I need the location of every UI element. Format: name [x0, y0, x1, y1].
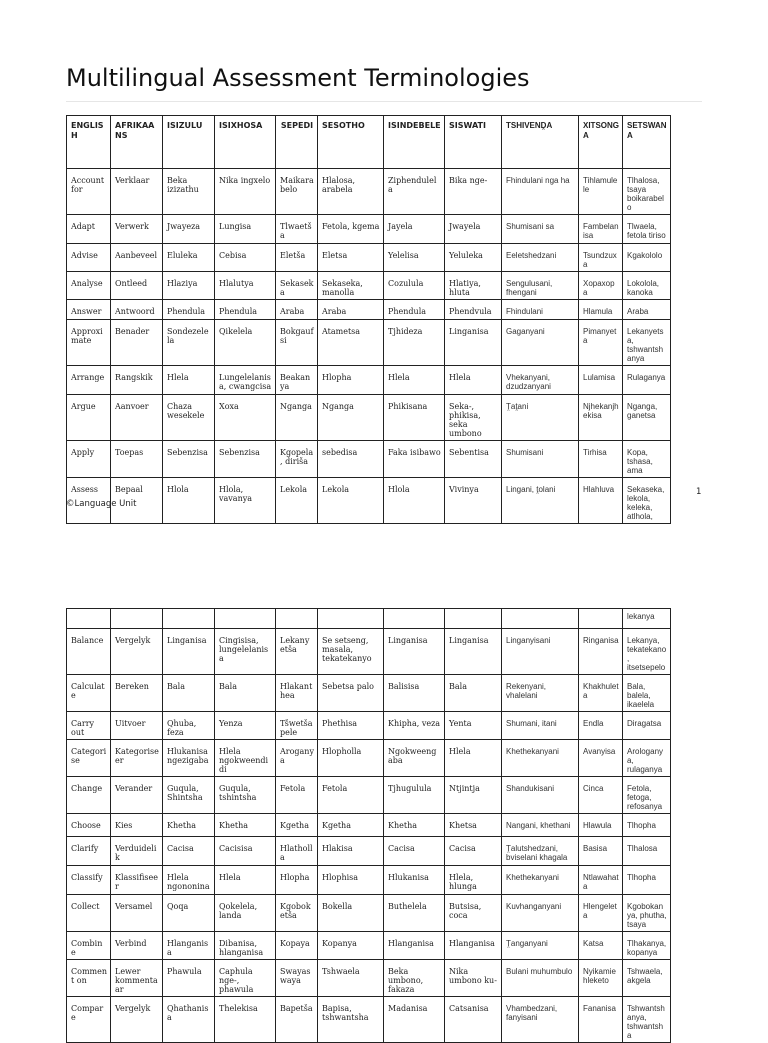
translation-cell: Tihlamulele	[579, 169, 623, 215]
translation-cell: Lekola	[318, 478, 384, 524]
term-cell: Approximate	[67, 320, 111, 366]
translation-cell: Kategoriseer	[111, 740, 163, 777]
translation-cell: Fetola	[276, 777, 318, 814]
translation-cell: Verwerk	[111, 215, 163, 244]
translation-cell: Hlakanthea	[276, 675, 318, 712]
translation-cell: Shandukisani	[502, 777, 579, 814]
translation-cell: Hlopholla	[318, 740, 384, 777]
translation-cell: Cacisa	[163, 837, 215, 866]
translation-cell: Tjhugulula	[384, 777, 445, 814]
translation-cell: Nganga	[318, 395, 384, 441]
translation-cell: Shumisani	[502, 441, 579, 478]
translation-cell: Nika umbono ku-	[445, 960, 502, 997]
translation-cell: Hlatiya, hluta	[445, 272, 502, 300]
table-body-page-2	[67, 609, 671, 1043]
translation-cell: Khetha	[163, 814, 215, 837]
translation-cell: Benader	[111, 320, 163, 366]
translation-cell: Arologanya, rulaganya	[623, 740, 671, 777]
table-row	[67, 837, 671, 866]
table-row	[67, 441, 671, 478]
translation-cell: Ntlawahata	[579, 866, 623, 895]
title-divider	[66, 101, 702, 102]
translation-cell: Balisisa	[384, 675, 445, 712]
term-cell: Carry out	[67, 712, 111, 740]
table-row	[67, 777, 671, 814]
translation-cell: Madanisa	[384, 997, 445, 1043]
translation-cell: Vhekanyani, dzudzanyani	[502, 366, 579, 395]
translation-cell: Qhuba, feza	[163, 712, 215, 740]
column-header: SISWATI	[445, 116, 502, 169]
translation-cell: Nganga, ganetsa	[623, 395, 671, 441]
translation-cell: Cacisa	[445, 837, 502, 866]
translation-cell: Qokelela, landa	[215, 895, 276, 932]
column-header: XITSONGA	[579, 116, 623, 169]
translation-cell: Sekaseka, lekola, keleka, atlhola,	[623, 478, 671, 524]
translation-cell: Araba	[276, 300, 318, 320]
translation-cell: Verklaar	[111, 169, 163, 215]
translation-cell: Dibanisa, hlanganisa	[215, 932, 276, 960]
translation-cell: Tlhakanya, kopanya	[623, 932, 671, 960]
translation-cell: Thelekisa	[215, 997, 276, 1043]
translation-cell: Phendvula	[445, 300, 502, 320]
translation-cell: Ṱaṱani	[502, 395, 579, 441]
translation-cell: Ringanisa	[579, 629, 623, 675]
translation-cell: Tshwaela	[318, 960, 384, 997]
translation-cell: Swayaswaya	[276, 960, 318, 997]
translation-cell: Fetola	[318, 777, 384, 814]
translation-cell: Lekanya, tekatekano, itsetsepelo	[623, 629, 671, 675]
translation-cell: Seka-, phikisa, seka umbono	[445, 395, 502, 441]
translation-cell: Toepas	[111, 441, 163, 478]
translation-cell: Hlela	[445, 740, 502, 777]
translation-cell: Buthelela	[384, 895, 445, 932]
term-cell: Classify	[67, 866, 111, 895]
translation-cell: Maikarabelo	[276, 169, 318, 215]
translation-cell: Guqula, Shintsha	[163, 777, 215, 814]
translation-cell: Lewer kommentaar	[111, 960, 163, 997]
translation-cell: Yelelisa	[384, 244, 445, 272]
translation-cell: Sebetsa palo	[318, 675, 384, 712]
translation-cell: Jayela	[384, 215, 445, 244]
translation-cell: Antwoord	[111, 300, 163, 320]
translation-cell: Vhambedzani, fanyisani	[502, 997, 579, 1043]
translation-cell: Hlaziya	[163, 272, 215, 300]
translation-cell: sebedisa	[318, 441, 384, 478]
translation-cell: Hlopha	[318, 366, 384, 395]
translation-cell: Nika ingxelo	[215, 169, 276, 215]
translation-cell: Sengulusani, fhengani	[502, 272, 579, 300]
translation-cell: Jwayela	[445, 215, 502, 244]
table-row	[67, 997, 671, 1043]
table-row	[67, 895, 671, 932]
translation-cell: Yeluleka	[445, 244, 502, 272]
translation-cell: Cozulula	[384, 272, 445, 300]
translation-cell: Hlola	[163, 478, 215, 524]
translation-cell: Lulamisa	[579, 366, 623, 395]
column-header: ENGLISH	[67, 116, 111, 169]
translation-cell: Hlela ngokweendidi	[215, 740, 276, 777]
translation-cell: Khethekanyani	[502, 866, 579, 895]
translation-cell: Katsa	[579, 932, 623, 960]
translation-cell: Hlatholla	[276, 837, 318, 866]
translation-cell: Chaza wesekele	[163, 395, 215, 441]
translation-cell: Bokgaufsi	[276, 320, 318, 366]
term-cell: Comment on	[67, 960, 111, 997]
table-row	[67, 814, 671, 837]
translation-cell: Kopa, tshasa, ama	[623, 441, 671, 478]
translation-cell: Kgetha	[318, 814, 384, 837]
translation-cell: Guqula, tshintsha	[215, 777, 276, 814]
translation-cell: Qikelela	[215, 320, 276, 366]
translation-cell: Beka izizathu	[163, 169, 215, 215]
translation-cell: Phethisa	[318, 712, 384, 740]
translation-cell: Hlanganisa	[163, 932, 215, 960]
translation-cell: Hlanganisa	[445, 932, 502, 960]
translation-cell: Lungisa	[215, 215, 276, 244]
translation-cell: Ntjintja	[445, 777, 502, 814]
column-header: SESOTHO	[318, 116, 384, 169]
translation-cell: Khipha, veza	[384, 712, 445, 740]
term-cell: Clarify	[67, 837, 111, 866]
footer-credit: ©Language Unit	[66, 499, 137, 509]
term-cell: Argue	[67, 395, 111, 441]
column-header: ISINDEBELE	[384, 116, 445, 169]
translation-cell: Fetola, fetoga, refosanya	[623, 777, 671, 814]
translation-cell: Tirhisa	[579, 441, 623, 478]
translation-cell: Catsanisa	[445, 997, 502, 1043]
translation-cell: Rekenyani, vhalelani	[502, 675, 579, 712]
table-row	[67, 712, 671, 740]
translation-cell: Cingisisa, lungelelanisa	[215, 629, 276, 675]
term-cell: Assess	[67, 478, 111, 524]
translation-cell: Kuvhanganyani	[502, 895, 579, 932]
translation-cell: Hlanganisa	[384, 932, 445, 960]
column-header: SETSWANA	[623, 116, 671, 169]
translation-cell: Avanyisa	[579, 740, 623, 777]
term-cell: Compare	[67, 997, 111, 1043]
translation-cell: Xoxa	[215, 395, 276, 441]
page-title: Multilingual Assessment Terminologies	[66, 64, 530, 92]
translation-cell: Bala	[163, 675, 215, 712]
translation-cell: Phendula	[215, 300, 276, 320]
translation-cell: Hlela ngononina	[163, 866, 215, 895]
translation-cell: Linganisa	[445, 320, 502, 366]
translation-cell: Bala	[445, 675, 502, 712]
translation-cell: Khetha	[384, 814, 445, 837]
translation-cell: Hlukanisa	[384, 866, 445, 895]
table-row	[67, 215, 671, 244]
term-cell: Analyse	[67, 272, 111, 300]
table-row	[67, 300, 671, 320]
translation-cell: Fambelanisa	[579, 215, 623, 244]
term-cell: Combine	[67, 932, 111, 960]
translation-cell: Bereken	[111, 675, 163, 712]
translation-cell: Yenta	[445, 712, 502, 740]
translation-cell: Hlela	[445, 366, 502, 395]
translation-cell: Rangskik	[111, 366, 163, 395]
translation-cell: Fananisa	[579, 997, 623, 1043]
continuation-row	[67, 609, 671, 629]
translation-cell: Linganyisani	[502, 629, 579, 675]
translation-cell: Hlalosa, arabela	[318, 169, 384, 215]
translation-cell: Yenza	[215, 712, 276, 740]
translation-cell: Versamel	[111, 895, 163, 932]
translation-cell: Khetsa	[445, 814, 502, 837]
term-cell: Change	[67, 777, 111, 814]
translation-cell: Fetola, kgema	[318, 215, 384, 244]
column-header: ISIZULU	[163, 116, 215, 169]
term-cell: Collect	[67, 895, 111, 932]
translation-cell: Qhathanisa	[163, 997, 215, 1043]
translation-cell: Kgoboketša	[276, 895, 318, 932]
translation-cell: Araba	[318, 300, 384, 320]
translation-cell: Diragatsa	[623, 712, 671, 740]
translation-cell: Khethekanyani	[502, 740, 579, 777]
translation-cell: Linganisa	[384, 629, 445, 675]
translation-cell: Shumisani sa	[502, 215, 579, 244]
translation-cell: Atametsa	[318, 320, 384, 366]
table-row	[67, 629, 671, 675]
translation-cell: Nyikamiehleketo	[579, 960, 623, 997]
translation-cell: Hlopha	[276, 866, 318, 895]
translation-cell: Verbind	[111, 932, 163, 960]
translation-cell: Faka isibawo	[384, 441, 445, 478]
translation-cell: Nangani, khethani	[502, 814, 579, 837]
translation-cell: Bulani muhumbulo	[502, 960, 579, 997]
translation-cell: Hlengeleta	[579, 895, 623, 932]
translation-cell: Sebenzisa	[215, 441, 276, 478]
translation-cell: Ṱanganyani	[502, 932, 579, 960]
translation-cell: Aroganya	[276, 740, 318, 777]
translation-cell: Ngokweengaba	[384, 740, 445, 777]
translation-cell: Bepaal	[111, 478, 163, 524]
translation-cell: Tlhopha	[623, 866, 671, 895]
translation-cell: Lekola	[276, 478, 318, 524]
translation-cell: Sebenzisa	[163, 441, 215, 478]
translation-cell: Qoqa	[163, 895, 215, 932]
translation-cell: Aanbeveel	[111, 244, 163, 272]
translation-cell: Tšwetša pele	[276, 712, 318, 740]
translation-cell: Se setseng, masala, tekatekanyo	[318, 629, 384, 675]
term-cell: Apply	[67, 441, 111, 478]
translation-cell: Lekanyetsa, tshwantshanya	[623, 320, 671, 366]
translation-cell: Hlukanisa ngezigaba	[163, 740, 215, 777]
translation-cell: Hlawula	[579, 814, 623, 837]
translation-cell: Vergelyk	[111, 997, 163, 1043]
translation-cell: Kgakololo	[623, 244, 671, 272]
translation-cell: Klassifiseer	[111, 866, 163, 895]
translation-cell: Kgobokanya, phutha, tsaya	[623, 895, 671, 932]
term-cell: Choose	[67, 814, 111, 837]
translation-cell: Hlela, hlunga	[445, 866, 502, 895]
translation-cell: Hlakisa	[318, 837, 384, 866]
table-row	[67, 244, 671, 272]
translation-cell: Sekaseka	[276, 272, 318, 300]
column-header: ISIXHOSA	[215, 116, 276, 169]
terminology-table-page-2	[66, 608, 671, 1043]
translation-cell: Bala, balela, ikaelela	[623, 675, 671, 712]
translation-cell: Tlhalosa, tsaya boikarabelo	[623, 169, 671, 215]
translation-cell: Kopanya	[318, 932, 384, 960]
translation-cell: Tjhideza	[384, 320, 445, 366]
translation-cell: Tshwantshanya, tshwantsha	[623, 997, 671, 1043]
translation-cell: Kgopela, diriša	[276, 441, 318, 478]
translation-cell: Basisa	[579, 837, 623, 866]
translation-cell: Uitvoer	[111, 712, 163, 740]
column-header: TSHIVENḒA	[502, 116, 579, 169]
translation-cell: Hlophisa	[318, 866, 384, 895]
table-row	[67, 320, 671, 366]
table-cell: lekanya	[623, 609, 671, 629]
translation-cell: Rulaganya	[623, 366, 671, 395]
translation-cell: Eletsa	[318, 244, 384, 272]
translation-cell: Fhindulani nga ha	[502, 169, 579, 215]
translation-cell: Ziphendulela	[384, 169, 445, 215]
table-row	[67, 366, 671, 395]
translation-cell: Vergelyk	[111, 629, 163, 675]
translation-cell: Sebentisa	[445, 441, 502, 478]
term-cell: Adapt	[67, 215, 111, 244]
table-row	[67, 169, 671, 215]
translation-cell: Pimanyeta	[579, 320, 623, 366]
column-header: SEPEDI	[276, 116, 318, 169]
translation-cell: Gaganyani	[502, 320, 579, 366]
term-cell: Categorise	[67, 740, 111, 777]
translation-cell: Eeletshedzani	[502, 244, 579, 272]
translation-cell: Eletša	[276, 244, 318, 272]
translation-cell: Hlela	[215, 866, 276, 895]
translation-cell: Hlela	[163, 366, 215, 395]
translation-cell: Sondezelela	[163, 320, 215, 366]
translation-cell: Shumani, itani	[502, 712, 579, 740]
translation-cell: Hlola	[384, 478, 445, 524]
translation-cell: Beakanya	[276, 366, 318, 395]
translation-cell: Aanvoer	[111, 395, 163, 441]
translation-cell: Tlwaela, fetola tiriso	[623, 215, 671, 244]
translation-cell: Hlamula	[579, 300, 623, 320]
term-cell: Balance	[67, 629, 111, 675]
translation-cell: Cacisa	[384, 837, 445, 866]
translation-cell: Bala	[215, 675, 276, 712]
table-row	[67, 740, 671, 777]
term-cell: Account for	[67, 169, 111, 215]
translation-cell: Nganga	[276, 395, 318, 441]
translation-cell: Linganisa	[445, 629, 502, 675]
term-cell: Answer	[67, 300, 111, 320]
translation-cell: Kies	[111, 814, 163, 837]
translation-cell: Lokolola, kanoka	[623, 272, 671, 300]
translation-cell: Araba	[623, 300, 671, 320]
translation-cell: Phikisana	[384, 395, 445, 441]
translation-cell: Hlela	[384, 366, 445, 395]
translation-cell: Caphula nge-, phawula	[215, 960, 276, 997]
translation-cell: Phendula	[384, 300, 445, 320]
translation-cell: Tlhalosa	[623, 837, 671, 866]
column-header: AFRIKAANS	[111, 116, 163, 169]
term-cell: Calculate	[67, 675, 111, 712]
translation-cell: Khakhuleta	[579, 675, 623, 712]
translation-cell: Beka umbono, fakaza	[384, 960, 445, 997]
translation-cell: Jwayeza	[163, 215, 215, 244]
translation-cell: Lingani, ṱolani	[502, 478, 579, 524]
translation-cell: Verander	[111, 777, 163, 814]
table-row	[67, 395, 671, 441]
translation-cell: Bika nge-	[445, 169, 502, 215]
terminology-table-page-1	[66, 115, 671, 524]
table-row	[67, 960, 671, 997]
translation-cell: Ṱalutshedzani, bviselani khagala	[502, 837, 579, 866]
translation-cell: Vivinya	[445, 478, 502, 524]
table-row	[67, 478, 671, 524]
table-row	[67, 272, 671, 300]
translation-cell: Cebisa	[215, 244, 276, 272]
translation-cell: Bokella	[318, 895, 384, 932]
translation-cell: Bapisa, tshwantsha	[318, 997, 384, 1043]
translation-cell: Cinca	[579, 777, 623, 814]
table-row	[67, 932, 671, 960]
translation-cell: Hlalutya	[215, 272, 276, 300]
translation-cell: Ontleed	[111, 272, 163, 300]
translation-cell: Endla	[579, 712, 623, 740]
translation-cell: Hlahluva	[579, 478, 623, 524]
translation-cell: Bapetša	[276, 997, 318, 1043]
translation-cell: Njhekanjhekisa	[579, 395, 623, 441]
translation-cell: Sekaseka, manolla	[318, 272, 384, 300]
translation-cell: Phawula	[163, 960, 215, 997]
header-row	[67, 116, 671, 169]
translation-cell: Hlola, vavanya	[215, 478, 276, 524]
translation-cell: Tsundzuxa	[579, 244, 623, 272]
table-body-page-1	[67, 169, 671, 524]
translation-cell: Tlhopha	[623, 814, 671, 837]
term-cell: Advise	[67, 244, 111, 272]
translation-cell: Cacisisa	[215, 837, 276, 866]
translation-cell: Phendula	[163, 300, 215, 320]
translation-cell: Lungelelanisa, cwangcisa	[215, 366, 276, 395]
translation-cell: Kopaya	[276, 932, 318, 960]
translation-cell: Xopaxopa	[579, 272, 623, 300]
table-row	[67, 866, 671, 895]
translation-cell: Tlwaetša	[276, 215, 318, 244]
translation-cell: Linganisa	[163, 629, 215, 675]
translation-cell: Eluleka	[163, 244, 215, 272]
translation-cell: Khetha	[215, 814, 276, 837]
term-cell: Arrange	[67, 366, 111, 395]
translation-cell: Tshwaela, akgela	[623, 960, 671, 997]
translation-cell: Butsisa, coca	[445, 895, 502, 932]
translation-cell: Fhindulani	[502, 300, 579, 320]
translation-cell: Verduidelik	[111, 837, 163, 866]
translation-cell: Lekanyetša	[276, 629, 318, 675]
page-number: 1	[696, 487, 702, 497]
translation-cell: Kgetha	[276, 814, 318, 837]
table-row	[67, 675, 671, 712]
